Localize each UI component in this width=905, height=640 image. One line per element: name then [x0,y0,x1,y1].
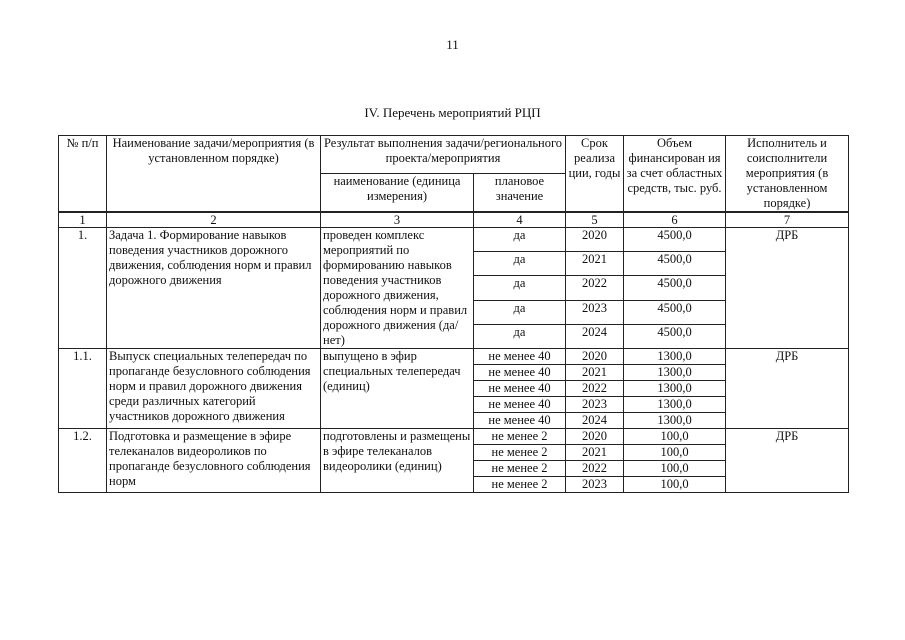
year: 2023 [566,397,624,413]
header-result-value: плановое значение [474,173,566,212]
header-result-name: наименование (единица измерения) [321,173,474,212]
activity-name: Подготовка и размещение в эфире телеканалов видеороликов по пропаганде безусловного соблюдения норм [107,429,321,493]
planned-value: да [474,276,566,300]
executor: ДРБ [726,349,849,429]
activity-name: Задача 1. Формирование навыков поведения участников дорожного движения, соблюдения норм и правил дорожного движения [107,228,321,349]
header-name: Наименование задачи/мероприятия (в установленном порядке) [107,136,321,213]
planned-value: да [474,300,566,324]
column-numbers-row [59,212,849,228]
result-name: выпущено в эфир специальных телепередач (единиц) [321,349,474,429]
row-number: 1.2. [59,429,107,493]
year: 2023 [566,300,624,324]
planned-value: не менее 2 [474,477,566,493]
funding-amount: 4500,0 [624,228,726,252]
column-number: 6 [624,212,726,228]
funding-amount: 100,0 [624,429,726,445]
section-title: IV. Перечень мероприятий РЦП [364,105,541,120]
year: 2022 [566,461,624,477]
planned-value: да [474,324,566,348]
year: 2022 [566,276,624,300]
header-volume: Объем финансирован ия за счет областных средств, тыс. руб. [624,136,726,213]
planned-value: не менее 2 [474,445,566,461]
page-number: 11 [446,37,459,52]
table-row [59,228,849,252]
planned-value: да [474,252,566,276]
year: 2020 [566,429,624,445]
funding-amount: 100,0 [624,461,726,477]
funding-amount: 4500,0 [624,276,726,300]
header-executor: Исполнитель и соисполнители мероприятия (в установленном порядке) [726,136,849,213]
planned-value: да [474,228,566,252]
table-row [59,349,849,365]
table-body [59,228,849,493]
year: 2022 [566,381,624,397]
year: 2024 [566,413,624,429]
column-number: 4 [474,212,566,228]
funding-amount: 1300,0 [624,397,726,413]
planned-value: не менее 40 [474,413,566,429]
column-number: 7 [726,212,849,228]
funding-amount: 1300,0 [624,349,726,365]
planned-value: не менее 2 [474,461,566,477]
year: 2021 [566,252,624,276]
funding-amount: 1300,0 [624,365,726,381]
column-number: 1 [59,212,107,228]
column-number: 3 [321,212,474,228]
header-result: Результат выполнения задачи/регионального проекта/мероприятия [321,136,566,174]
executor: ДРБ [726,429,849,493]
planned-value: не менее 40 [474,381,566,397]
row-number: 1.1. [59,349,107,429]
result-name: подготовлены и размещены в эфире телеканалов видеоролики (единиц) [321,429,474,493]
year: 2024 [566,324,624,348]
table-row [59,429,849,445]
funding-amount: 4500,0 [624,252,726,276]
planned-value: не менее 40 [474,349,566,365]
year: 2020 [566,349,624,365]
header-term: Срок реализа ции, годы [566,136,624,213]
planned-value: не менее 2 [474,429,566,445]
year: 2023 [566,477,624,493]
funding-amount: 100,0 [624,477,726,493]
table-header [59,136,849,228]
funding-amount: 1300,0 [624,413,726,429]
row-number: 1. [59,228,107,349]
funding-amount: 1300,0 [624,381,726,397]
funding-amount: 4500,0 [624,300,726,324]
column-number: 5 [566,212,624,228]
year: 2021 [566,445,624,461]
planned-value: не менее 40 [474,397,566,413]
year: 2020 [566,228,624,252]
executor: ДРБ [726,228,849,349]
result-name: проведен комплекс мероприятий по формированию навыков поведения участников дорожного движения, соблюдения норм и правил дорожного движения (да/нет) [321,228,474,349]
funding-amount: 4500,0 [624,324,726,348]
planned-value: не менее 40 [474,365,566,381]
header-num: № п/п [59,136,107,213]
year: 2021 [566,365,624,381]
activities-table [58,135,849,493]
column-number: 2 [107,212,321,228]
activity-name: Выпуск специальных телепередач по пропаганде безусловного соблюдения норм и правил дорожного движения среди различных категорий участников дорожного движения [107,349,321,429]
funding-amount: 100,0 [624,445,726,461]
